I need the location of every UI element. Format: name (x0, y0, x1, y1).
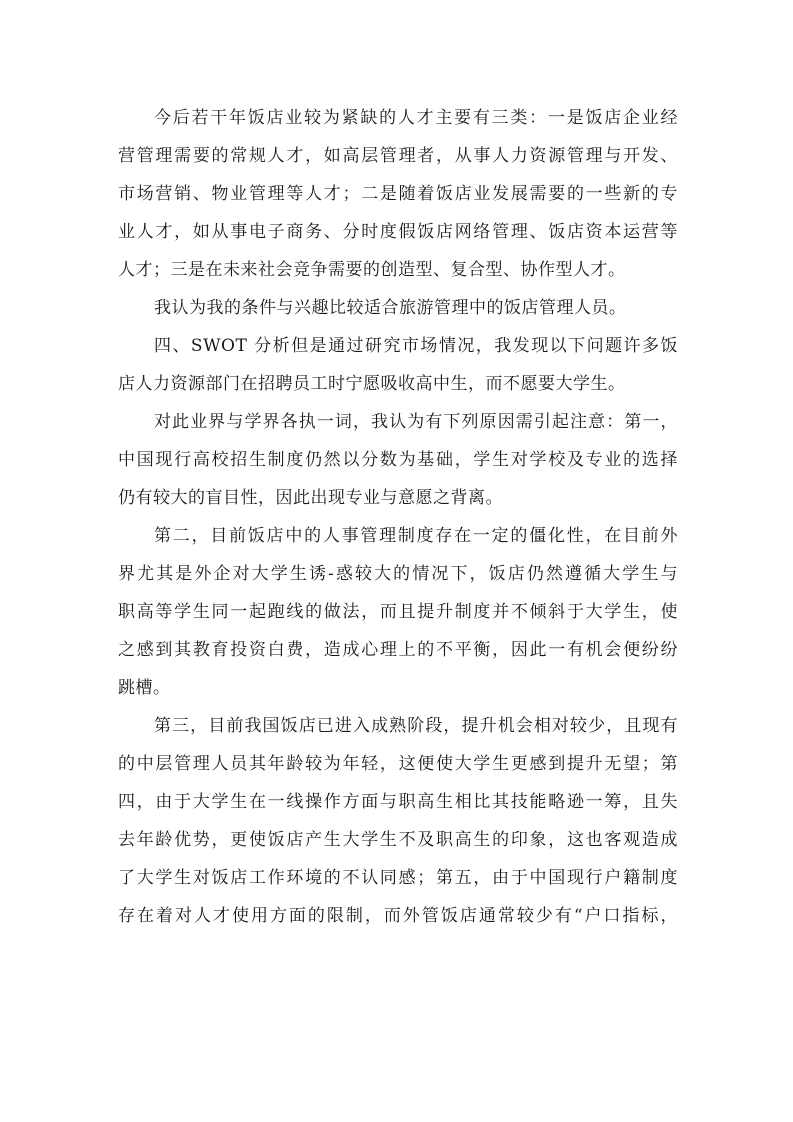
text-line: 去年龄优势，更使饭店产生大学生不及职高生的印象，这也客观造成 (118, 830, 678, 850)
paragraph-reason-one (118, 403, 678, 517)
text-line: 第三，目前我国饭店已进入成熟阶段，提升机会相对较少，且现有 (154, 716, 678, 736)
text-line: 职高等学生同一起跑线的做法，而且提升制度并不倾斜于大学生，使 (118, 602, 678, 622)
paragraph-personal-fit (118, 289, 678, 327)
text-line: 中国现行高校招生制度仍然以分数为基础，学生对学校及专业的选择 (118, 450, 678, 470)
paragraph-reason-two (118, 517, 678, 707)
text-line: 市场营销、物业管理等人才；二是随着饭店业发展需要的一些新的专 (118, 184, 678, 204)
text-line: 界尤其是外企对大学生诱-惑较大的情况下，饭店仍然遵循大学生与 (118, 564, 678, 584)
text-line: 人才；三是在未来社会竞争需要的创造型、复合型、协作型人才。 (118, 260, 626, 280)
text-line: 的中层管理人员其年龄较为年轻，这便使大学生更感到提升无望；第 (118, 754, 678, 774)
paragraph-talent-types (118, 99, 678, 289)
text-line: 我认为我的条件与兴趣比较适合旅游管理中的饭店管理人员。 (154, 298, 627, 318)
text-line: 四、SWOT 分析但是通过研究市场情况，我发现以下问题许多饭 (154, 336, 678, 356)
text-line: 对此业界与学界各执一词，我认为有下列原因需引起注意：第一， (154, 412, 678, 432)
text-line: 跳槽。 (118, 678, 171, 698)
text-line: 了大学生对饭店工作环境的不认同感；第五，由于中国现行户籍制度 (118, 868, 678, 888)
text-line: 仍有较大的盲目性，因此出现专业与意愿之背离。 (118, 488, 503, 508)
text-line: 店人力资源部门在招聘员工时宁愿吸收高中生，而不愿要大学生。 (118, 374, 626, 394)
text-line: 存在着对人才使用方面的限制，而外管饭店通常较少有“户口指标， (118, 906, 678, 926)
text-line: 第二，目前饭店中的人事管理制度存在一定的僵化性，在目前外 (154, 526, 678, 546)
text-line: 之感到其教育投资白费，造成心理上的不平衡，因此一有机会便纷纷 (118, 640, 678, 660)
document-body (118, 99, 678, 935)
text-line: 营管理需要的常规人才，如高层管理者，从事人力资源管理与开发、 (118, 146, 678, 166)
text-line: 四，由于大学生在一线操作方面与职高生相比其技能略逊一筹，且失 (118, 792, 678, 812)
paragraph-reason-three-to-five (118, 707, 678, 935)
paragraph-swot (118, 327, 678, 403)
text-line: 业人才，如从事电子商务、分时度假饭店网络管理、饭店资本运营等 (118, 222, 678, 242)
text-line: 今后若干年饭店业较为紧缺的人才主要有三类：一是饭店企业经 (154, 108, 678, 128)
